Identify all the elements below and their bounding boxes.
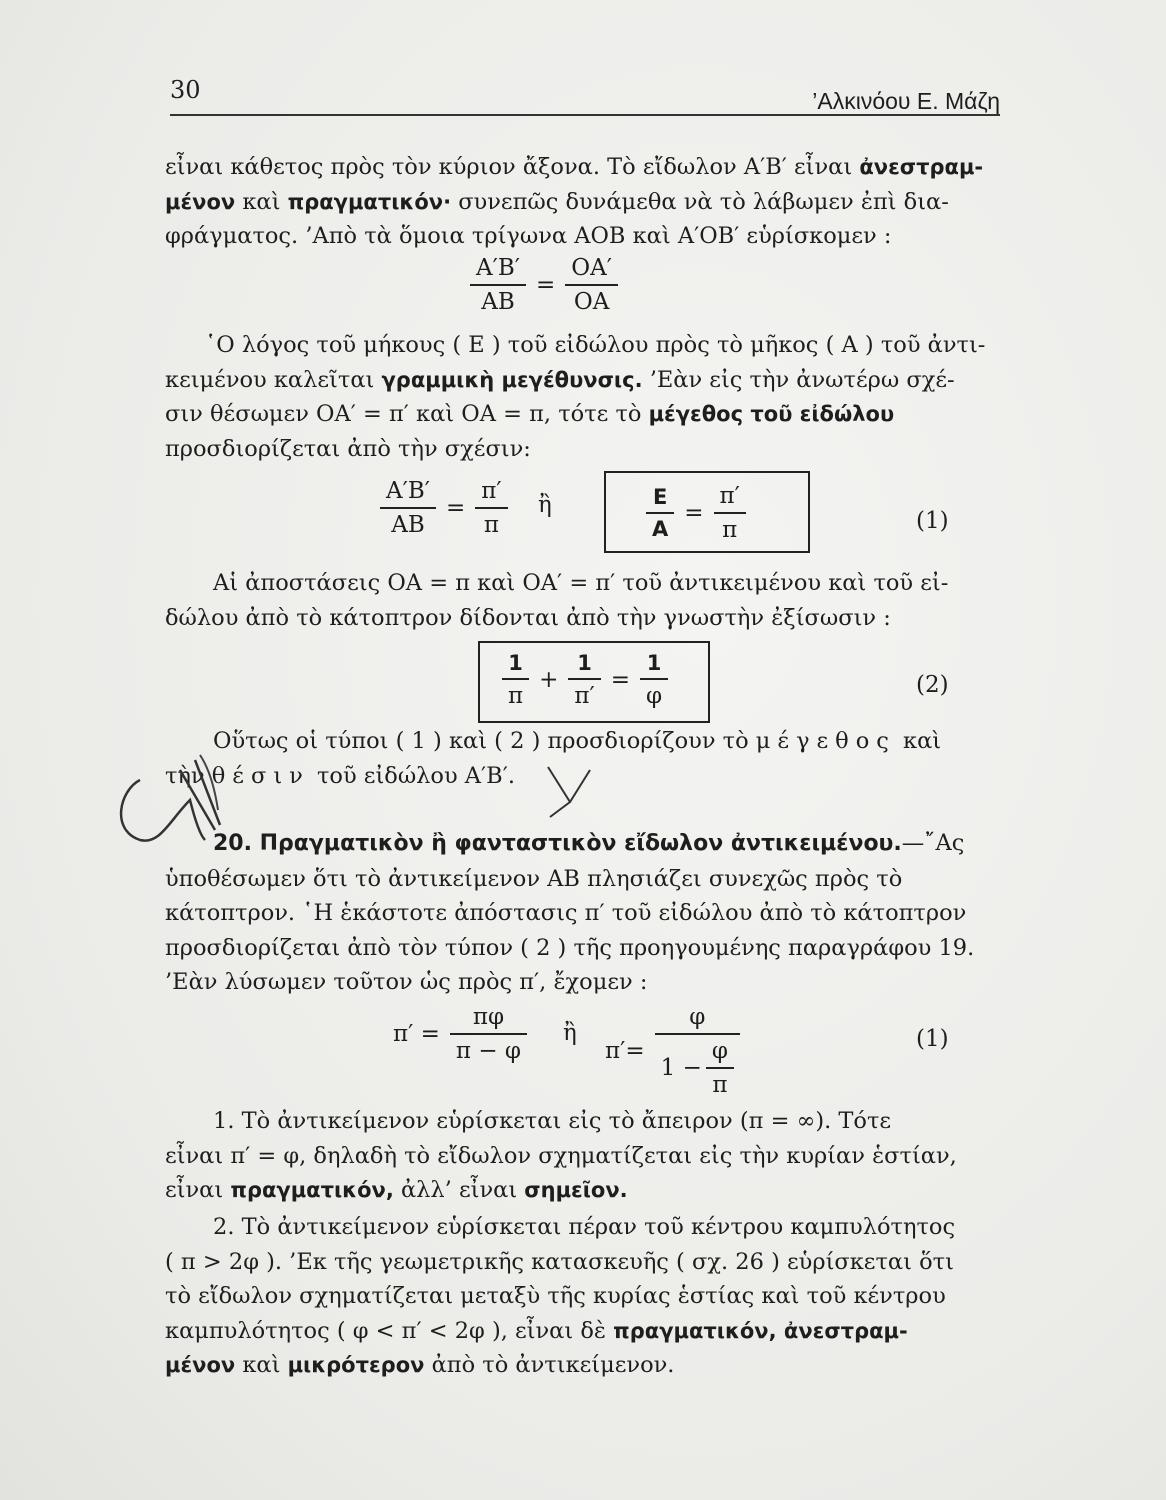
paragraph-2 [165, 328, 1000, 466]
fraction [714, 483, 746, 543]
text: συνεπῶς δυνάμεθα νὰ τὸ λάβωμεν ἐπὶ δια- [451, 188, 949, 215]
text: εἶναι κάθετος πρὸς τὸν κύριον ἄξονα. Τὸ εἴδωλον Α′Β′ εἶναι [165, 154, 860, 180]
denominator: π [712, 1072, 728, 1098]
fraction [646, 485, 674, 541]
denominator: φ [646, 683, 663, 709]
line [165, 1173, 1000, 1208]
text: ἀλλ’ εἶναι [393, 1177, 525, 1203]
equation-label: (1) [916, 508, 949, 534]
numerator: 1 [568, 651, 600, 680]
bold-text: ἀνεστραμ- [859, 155, 984, 179]
line [165, 363, 1000, 398]
line [165, 1348, 1000, 1383]
numerator: ΟΑ′ [565, 255, 618, 286]
line: προσδιορίζεται ἀπὸ τὸν τύπον ( 2 ) τῆς προηγουμένης παραγράφου 19. [165, 934, 975, 961]
denominator: Α [652, 517, 669, 541]
numerator: 1 [502, 651, 529, 680]
fraction [706, 1038, 734, 1098]
fraction [655, 1004, 740, 1098]
numerator: π′ [475, 478, 507, 509]
text: ῎Ας [924, 830, 965, 856]
line: τὸ εἴδωλον σχηματίζεται μεταξὺ τῆς κυρίας ἑστίας καὶ τοῦ κέντρου [165, 1283, 946, 1309]
equals-sign: = [445, 495, 466, 521]
fraction [568, 651, 600, 709]
equation-image-distance [383, 1004, 527, 1064]
fraction [502, 651, 529, 709]
denominator: ΑΒ [391, 512, 425, 538]
item-1 [165, 1104, 1000, 1208]
fraction [470, 255, 526, 315]
equation-label: (1) [916, 1026, 949, 1052]
handwritten-x-mark [540, 762, 600, 822]
or-word: ἢ [538, 492, 552, 518]
fraction [640, 651, 668, 709]
denominator: π′ [574, 683, 595, 709]
numerator: 1 [640, 651, 668, 680]
line: δώλου ἀπὸ τὸ κάτοπτρον δίδονται ἀπὸ τὴν γνωστὴν ἐξίσωσιν : [165, 604, 891, 631]
fraction [450, 1004, 527, 1064]
bold-text: μικρότερον [287, 1353, 425, 1377]
text: σιν θέσωμεν ΟΑ′ = π′ καὶ ΟΑ = π, τότε τὸ [165, 401, 649, 427]
spaced-text: θέσιν [211, 762, 310, 789]
text: 1 − [660, 1055, 702, 1081]
plus-sign: + [539, 667, 559, 693]
page-header [170, 72, 1000, 116]
bold-text: μένον [165, 1353, 236, 1377]
text: — [901, 830, 925, 856]
numerator: φ [655, 1004, 740, 1035]
denominator: π [483, 512, 499, 538]
line: κάτοπτρον. ῾Η ἑκάστοτε ἀπόστασις π′ τοῦ εἰδώλου ἀπὸ τὸ κάτοπτρον [165, 900, 967, 926]
text: καὶ [895, 728, 942, 754]
text: Οὕτως οἱ τύποι ( 1 ) καὶ ( 2 ) προσδιορίζουν τὸ [213, 728, 756, 754]
text: εἶναι [165, 1177, 231, 1203]
denominator [655, 1035, 740, 1098]
line: 2. Τὸ ἀντικείμενον εὑρίσκεται πέραν τοῦ κέντρου καμπυλότητος [213, 1214, 956, 1240]
denominator: π [722, 517, 738, 543]
bold-text: πραγματικόν· [287, 189, 452, 214]
denominator: ΟΑ [573, 289, 610, 315]
denominator: π − φ [455, 1038, 522, 1064]
lhs: π′ = [393, 1021, 440, 1047]
equation-label: (2) [916, 672, 949, 698]
line [165, 185, 1000, 220]
paragraph-3 [165, 566, 1000, 635]
section-number: 20. [213, 831, 252, 856]
equation-boxed [646, 483, 746, 543]
equation-ratio [470, 255, 618, 315]
text: καμπυλότητος ( φ < π′ < 2φ ), εἶναι δὲ [165, 1317, 614, 1344]
boxed-equation [604, 471, 810, 553]
line: ( π > 2φ ). ’Εκ τῆς γεωμετρικῆς κατασκευῆς ( σχ. 26 ) εὑρίσκεται ὅτι [165, 1248, 954, 1275]
line: φράγματος. ’Απὸ τὰ ὅμοια τρίγωνα ΑΟΒ καὶ Α′ΟΒ′ εὑρίσκομεν : [165, 223, 892, 249]
boxed-mirror-equation [478, 641, 710, 723]
text: κειμένου καλεῖται [165, 366, 382, 393]
equation-mirror [502, 651, 668, 709]
denominator: π [508, 683, 524, 709]
numerator: Α′Β′ [380, 478, 436, 509]
item-2 [165, 1210, 1000, 1383]
numerator: Α′Β′ [470, 255, 526, 286]
text: τὴν [165, 762, 212, 789]
text: ἀπὸ τὸ ἀντικείμενον. [424, 1352, 675, 1378]
equation-magnification [380, 478, 508, 538]
fraction [380, 478, 436, 538]
fraction [475, 478, 507, 538]
line: ’Εὰν λύσωμεν τοῦτον ὡς πρὸς π′, ἔχομεν : [165, 969, 648, 995]
bold-text: πραγματικόν, [230, 1178, 394, 1202]
bold-text: μέγεθος τοῦ εἰδώλου [648, 402, 895, 426]
line [165, 150, 1000, 185]
text: καὶ [235, 1352, 288, 1378]
or-word: ἢ [563, 1020, 577, 1046]
equation-image-distance-alt [605, 1004, 740, 1098]
section-title: Πραγματικὸν ἢ φανταστικὸν εἴδωλον ἀντικειμένου. [251, 831, 902, 856]
line [165, 1314, 1000, 1349]
text: καὶ [235, 188, 288, 215]
text: ’Εὰν εἰς τὴν ἀνωτέρω σχέ- [642, 366, 955, 393]
line [165, 397, 1000, 432]
equals-sign: = [610, 667, 631, 693]
paragraph-1 [165, 150, 1000, 254]
fraction [565, 255, 618, 315]
spaced-text: μέγεθος [755, 728, 896, 754]
denominator: ΑΒ [481, 289, 515, 315]
line: ῾Ο λόγος τοῦ μήκους ( Ε ) τοῦ εἰδώλου πρὸς τὸ μῆκος ( Α ) τοῦ ἀντι- [205, 332, 986, 358]
bold-text: γραμμικὴ μεγέθυνσις. [381, 367, 643, 392]
equals-sign: = [684, 500, 704, 526]
numerator: π′ [714, 483, 746, 514]
line: προσδιορίζεται ἀπὸ τὴν σχέσιν: [165, 435, 531, 462]
running-head: ’Αλκινόου Ε. Μάζη [812, 88, 1000, 114]
text: τοῦ εἰδώλου Α′Β′. [309, 762, 515, 789]
lhs: π′= [605, 1038, 645, 1064]
numerator: πφ [450, 1004, 527, 1035]
numerator: Ε [646, 485, 674, 514]
line: ὑποθέσωμεν ὅτι τὸ ἀντικείμενον ΑΒ πλησιάζει συνεχῶς πρὸς τὸ [165, 865, 903, 892]
equals-sign: = [535, 272, 556, 298]
line: εἶναι π′ = φ, δηλαδὴ τὸ εἴδωλον σχηματίζεται εἰς τὴν κυρίαν ἑστίαν, [165, 1142, 957, 1169]
bold-text: σημεῖον. [524, 1178, 628, 1202]
bold-text: πραγματικόν, ἀνεστραμ- [613, 1318, 908, 1343]
handwritten-scribble-mark [100, 740, 300, 860]
numerator: φ [706, 1038, 734, 1069]
line: 1. Τὸ ἀντικείμενον εὑρίσκεται εἰς τὸ ἄπειρον (π = ∞). Τότε [213, 1108, 892, 1134]
line: Αἱ ἀποστάσεις ΟΑ = π καὶ ΟΑ′ = π′ τοῦ ἀντικειμένου καὶ τοῦ εἰ- [213, 570, 949, 596]
page-number: 30 [170, 76, 201, 104]
bold-text: μένον [165, 189, 236, 214]
